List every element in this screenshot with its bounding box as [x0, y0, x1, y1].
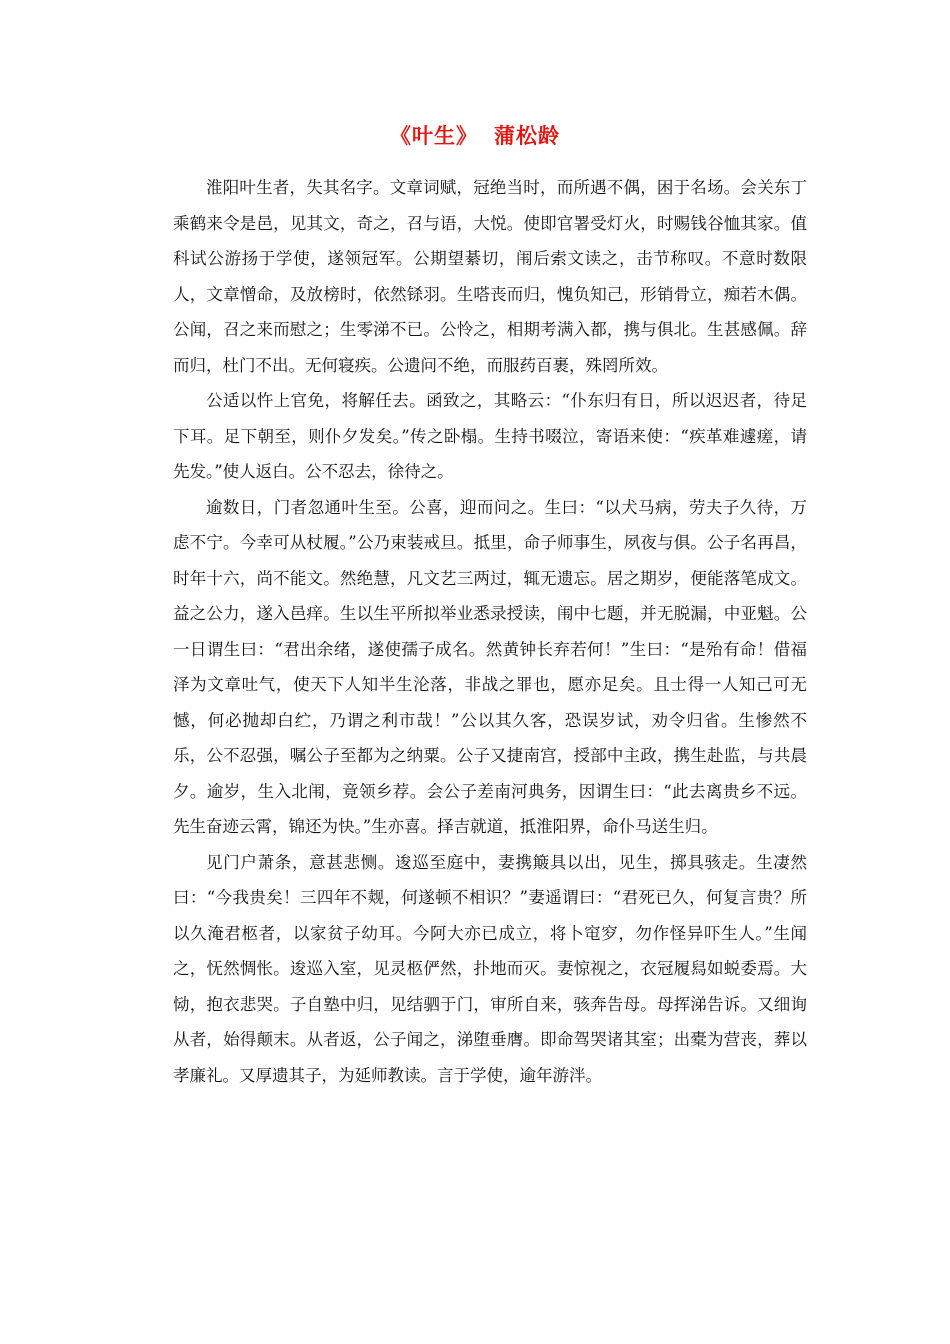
- paragraph-3: 逾数日，门者忽通叶生至。公喜，迎而问之。生曰：“以犬马病，劳夫子久待，万虑不宁。今幸可从杖履。”公乃束装戒旦。抵里，命子师事生，夙夜与俱。公子名再昌，时年十六，尚不能文。然绝慧，凡文艺三两过，辄无遗忘。居之期岁，便能落笔成文。益之公力，遂入邑痒。生以生平所拟举业悉录授读，闱中七题，并无脱漏，中亚魁。公一日谓生曰：“君出余绪，遂使孺子成名。然黄钟长弃若何！”生曰：“是殆有命！借福泽为文章吐气，使天下人知半生沦落，非战之罪也，愿亦足矣。且士得一人知己可无憾，何必抛却白纻，乃谓之利市哉！”公以其久客，恐误岁试，劝令归省。生惨然不乐，公不忍强，嘱公子至都为之纳粟。公子又捷南宫，授部中主政，携生赴监，与共晨夕。逾岁，生入北闱，竟领乡荐。会公子差南河典务，因谓生曰：“此去离贵乡不远。先生奋迹云霄，锦还为快。”生亦喜。择吉就道，抵淮阳界，命仆马送生归。: [173, 497, 807, 836]
- title-author: 蒲松龄: [494, 123, 560, 148]
- paragraph-1: 淮阳叶生者，失其名字。文章词赋，冠绝当时，而所遇不偶，困于名场。会关东丁乘鹤来令是邑，见其文，奇之，召与语，大悦。使即官署受灯火，时赐钱谷恤其家。值科试公游扬于学使，遂领冠军。公期望綦切，闱后索文读之，击节称叹。不意时数限人，文章憎命，及放榜时，依然铩羽。生嗒丧而归，愧负知己，形销骨立，痴若木偶。公闻，召之来而慰之；生零涕不已。公怜之，相期考满入都，携与俱北。生甚感佩。辞而归，杜门不出。无何寝疾。公遗问不绝，而服药百裹，殊罔所效。: [173, 178, 807, 375]
- title-name: 《叶生》: [390, 123, 478, 148]
- paragraph-4: 见门户萧条，意甚悲恻。逡巡至庭中，妻携簸具以出，见生，掷具骇走。生凄然曰：“今我贵矣！三四年不觌，何遂顿不相识？”妻遥谓曰：“君死已久，何复言贵？所以久淹君柩者，以家贫子幼耳。今阿大亦已成立，将卜窀穸，勿作怪异吓生人。”生闻之，怃然惆怅。逡巡入室，见灵柩俨然，扑地而灭。妻惊视之，衣冠履舄如蜕委焉。大恸，抱衣悲哭。子自塾中归，见结驷于门，审所自来，骇奔告母。母挥涕告诉。又细询从者，始得颠末。从者返，公子闻之，涕堕垂膺。即命驾哭诸其室；出橐为营丧，葬以孝廉礼。又厚遗其子，为延师教读。言于学使，逾年游泮。: [173, 852, 807, 1085]
- paragraph-2: 公适以忤上官免，将解任去。函致之，其略云：“仆东归有日，所以迟迟者，待足下耳。足下朝至，则仆夕发矣。”传之卧榻。生持书啜泣，寄语来使：“疾革难遽瘥，请先发。”使人返白。公不忍去，徐待之。: [173, 391, 807, 481]
- document-title: [0, 120, 950, 150]
- document-body: [173, 170, 807, 1093]
